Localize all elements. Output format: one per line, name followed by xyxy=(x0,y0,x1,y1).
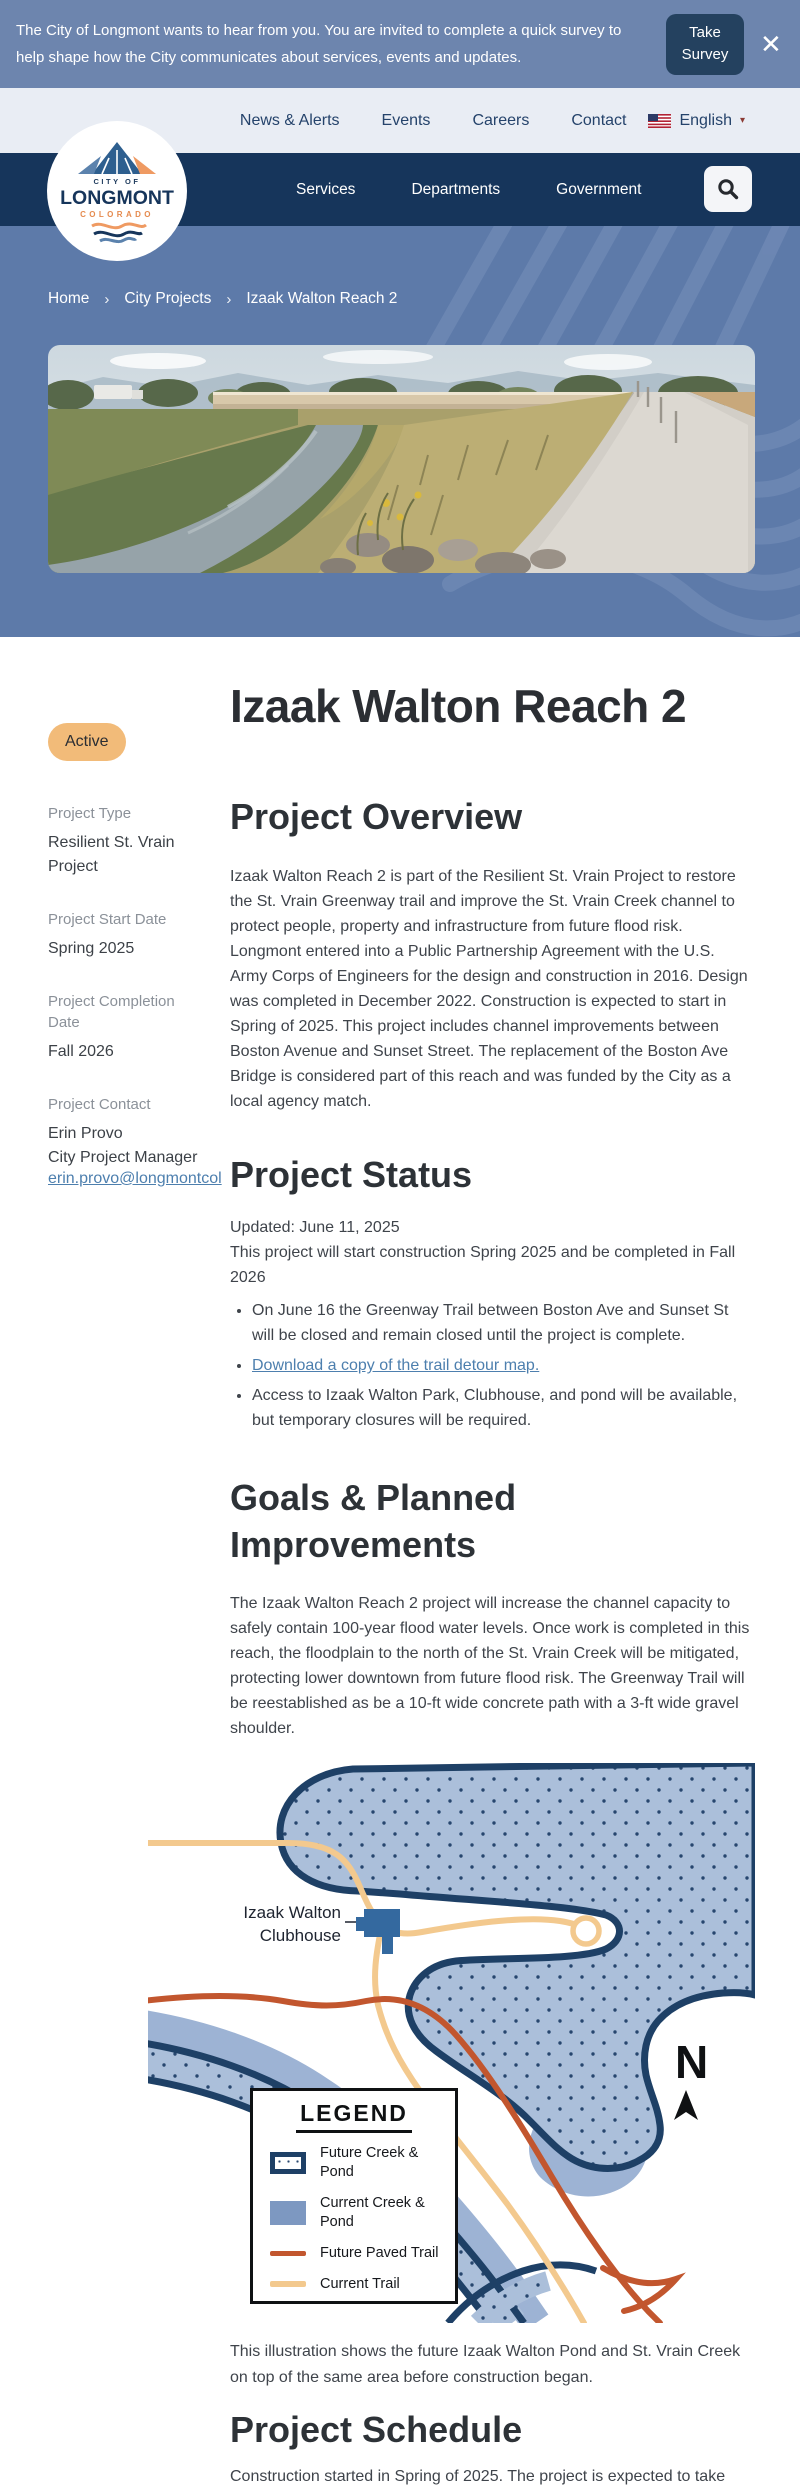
hero-band xyxy=(0,226,800,637)
compass-north-label: N xyxy=(675,2035,709,2088)
list-item xyxy=(252,1383,755,1433)
main-nav-links xyxy=(296,181,641,199)
city-logo-badge xyxy=(54,128,180,254)
contact-role: City Project Manager xyxy=(48,1148,198,1166)
legend-title: LEGEND xyxy=(296,2100,412,2133)
status-badge: Active xyxy=(48,723,126,761)
map-caption: This illustration shows the future Izaak Walton Pond and St. Vrain Creek on top of the same area before construction began. xyxy=(230,2342,741,2386)
hero-photo xyxy=(48,345,755,573)
current-trail-swatch xyxy=(270,2281,306,2287)
list-item xyxy=(252,1298,755,1348)
goals-body: The Izaak Walton Reach 2 project will increase the channel capacity to safely contain 100-year flood water levels. Once work is completed in this reach, the floodplain to the north of the St. Vrain Creek will be mitigated, protecting lower downtown from future flood risk. The Greenway Trail will be reestablished as be a 10-ft wide concrete path with a 3-ft wide gravel shoulder. xyxy=(230,1594,750,1737)
language-label: English xyxy=(679,111,732,129)
language-selector[interactable] xyxy=(648,112,745,130)
clubhouse-label-line2: Clubhouse xyxy=(259,1925,341,1945)
status-bullet-text: On June 16 the Greenway Trail between Boston Ave and Sunset St will be closed and remain closed until the project is complete. xyxy=(252,1302,729,1345)
status-updated: Updated: June 11, 2025 xyxy=(230,1219,400,1237)
take-survey-button[interactable]: Take Survey xyxy=(666,14,744,75)
hero-photo-illustration xyxy=(48,345,755,573)
nav-link-services[interactable]: Services xyxy=(296,180,356,198)
project-main xyxy=(230,637,755,2489)
clubhouse-label-line1: Izaak Walton xyxy=(243,1902,341,1922)
utility-link-careers[interactable]: Careers xyxy=(472,111,530,129)
utility-link-news-alerts[interactable]: News & Alerts xyxy=(239,111,340,129)
contact-email-link[interactable]: erin.provo@longmontcol xyxy=(48,1169,222,1187)
logo-city-of: CITY OF xyxy=(93,177,141,186)
status-list xyxy=(236,1298,755,1433)
legend-row-current-creek-pond xyxy=(270,2194,445,2233)
section-heading-status: Project Status xyxy=(230,1154,473,1196)
meta-value: Fall 2026 xyxy=(48,1043,114,1060)
current-creek-pond-swatch xyxy=(270,2201,306,2225)
meta-value: Resilient St. Vrain Project xyxy=(48,833,175,875)
legend-row-future-creek-pond xyxy=(270,2144,445,2183)
logo-name: LONGMONT xyxy=(60,187,174,209)
future-paved-trail-swatch xyxy=(270,2251,306,2256)
us-flag-icon xyxy=(648,114,671,128)
meta-label: Project Start Date xyxy=(48,910,167,928)
legend-items xyxy=(253,2144,455,2294)
legend-label: Current Creek & Pond xyxy=(320,2194,425,2231)
chevron-down-icon: ▾ xyxy=(739,115,745,126)
city-logo[interactable] xyxy=(47,121,187,261)
logo-state: COLORADO xyxy=(80,210,154,219)
legend-label: Future Creek & Pond xyxy=(320,2144,419,2181)
meta-label: Project Type xyxy=(48,805,132,822)
meta-start-date xyxy=(48,909,230,961)
breadcrumb xyxy=(48,290,397,308)
legend-row-future-paved-trail xyxy=(270,2244,445,2264)
status-bullet-text: Access to Izaak Walton Park, Clubhouse, and pond will be available, but temporary closures will be required. xyxy=(252,1387,738,1430)
page-title: Izaak Walton Reach 2 xyxy=(230,680,687,732)
meta-label: Project Contact xyxy=(48,1096,151,1113)
future-trail-path xyxy=(603,2268,676,2311)
close-icon[interactable]: ✕ xyxy=(760,29,782,59)
breadcrumb-home[interactable]: Home xyxy=(48,290,90,307)
legend-label: Future Paved Trail xyxy=(320,2245,439,2262)
content xyxy=(0,637,800,2489)
section-heading-overview: Project Overview xyxy=(230,795,523,837)
map-legend xyxy=(250,2088,458,2304)
status-intro: This project will start construction Spring 2025 and be completed in Fall 2026 xyxy=(230,1244,736,1287)
nav-link-government[interactable]: Government xyxy=(556,180,642,198)
breadcrumb-city-projects[interactable]: City Projects xyxy=(124,290,212,307)
meta-value: Spring 2025 xyxy=(48,939,135,957)
pond-island-loop xyxy=(573,1918,599,1944)
overview-body: Izaak Walton Reach 2 is part of the Resilient St. Vrain Project to restore the St. Vrain Greenway trail and improve the St. Vrain Creek channel to protect people, property and infrastructure from future flood risk. Longmont entered into a Public Partnership Agreement with the U.S. Army Corps of Engineers for the design and construction in 2016. Design was completed in December 2022. Construction is expected to start in Spring of 2025. This project includes channel improvements between Boston Avenue and Sunset Street. The replacement of the Boston Ave Bridge is considered part of this reach and was funded by the City as a local agency match. xyxy=(230,868,748,1111)
survey-message: The City of Longmont wants to hear from you. You are invited to complete a quick survey to help shape how the City communicates about services, events and updates. xyxy=(16,22,622,66)
contact-name: Erin Provo xyxy=(48,1124,123,1142)
list-item xyxy=(252,1353,755,1378)
utility-link-events[interactable]: Events xyxy=(381,111,431,129)
section-heading-goals: Goals & Planned Improvements xyxy=(230,1477,517,1565)
search-button[interactable] xyxy=(704,166,752,212)
meta-project-type xyxy=(48,803,230,879)
breadcrumb-current: Izaak Walton Reach 2 xyxy=(246,290,398,307)
utility-link-contact[interactable]: Contact xyxy=(571,111,627,129)
search-icon xyxy=(716,177,740,201)
breadcrumb-separator: › xyxy=(226,290,232,308)
survey-banner xyxy=(0,0,800,88)
nav-link-departments[interactable]: Departments xyxy=(411,180,501,198)
legend-label: Current Trail xyxy=(320,2275,400,2292)
meta-label: Project Completion Date xyxy=(48,992,175,1032)
meta-contact xyxy=(48,1094,230,1188)
section-heading-schedule: Project Schedule xyxy=(230,2408,523,2450)
north-arrow-icon xyxy=(674,2090,698,2120)
schedule-body: Construction started in Spring of 2025. The project is expected to take xyxy=(230,2467,726,2485)
legend-row-current-trail xyxy=(270,2275,445,2295)
breadcrumb-separator: › xyxy=(104,290,110,308)
project-map-illustration xyxy=(148,1763,755,2323)
detour-map-link[interactable]: Download a copy of the trail detour map. xyxy=(252,1357,540,1375)
future-creek-pond-swatch xyxy=(270,2152,306,2174)
meta-completion-date xyxy=(48,991,230,1065)
